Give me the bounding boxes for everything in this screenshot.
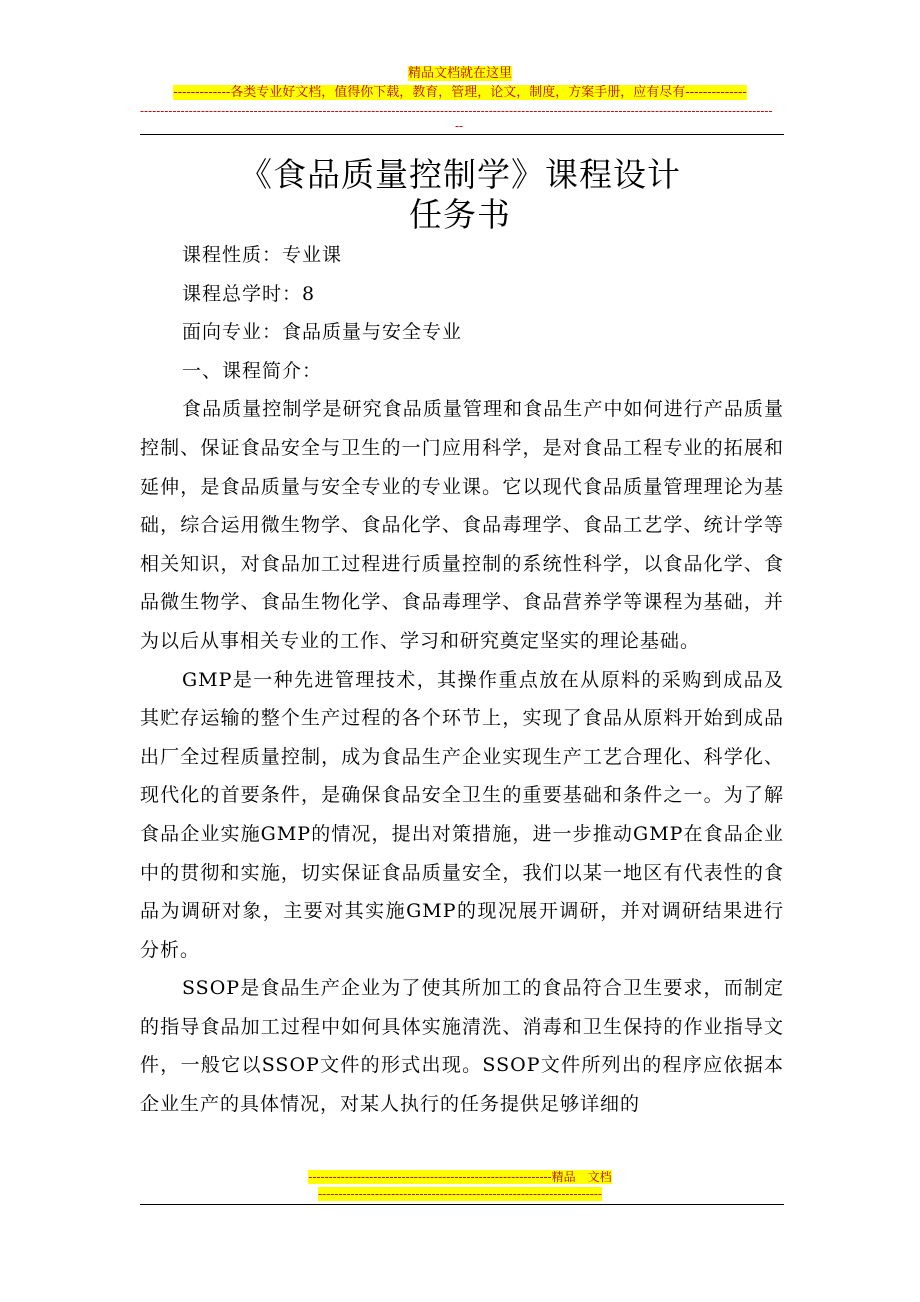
paragraph: GMP是一种先进管理技术，其操作重点放在从原料的采购到成品及其贮存运输的整个生产过程的各个环节上，实现了食品从原料开始到成品出厂全过程质量控制，成为食品生产企业实现生产工艺合理化、科学化、现代化的首要条件，是确保食品安全卫生的重要基础和条件之一。为了解食品企业实施GMP的情况，提出对策措施，进一步推动GMP在食品企业中的贯彻和实施，切实保证食品质量安全，我们以某一地区有代表性的食品为调研对象，主要对其实施GMP的现况展开调研，并对调研结果进行分析。	[140, 668, 784, 961]
header-dash-tail: --	[455, 119, 464, 133]
footer-row-2	[0, 1187, 920, 1202]
header-rule	[140, 134, 784, 135]
header-banner-row	[0, 85, 920, 101]
document-title: 《食品质量控制学》课程设计	[239, 155, 681, 194]
course-major: 面向专业：食品质量与安全专业	[182, 321, 463, 344]
course-hours: 课程总学时：8	[182, 282, 316, 305]
document-body	[140, 236, 784, 1124]
header-banner: -------------各类专业好文档，值得你下载，教育，管理，论文，制度，方案手册，应有尽有--------------	[173, 85, 747, 100]
header-dash-line: ------------------------------------------------------------------------------------------------------------------------------------------------------------	[140, 104, 773, 118]
footer-label: ------------------------------------------------------------精品 文档	[308, 1170, 612, 1184]
header-top-label: 精品文档就在这里	[407, 66, 512, 81]
footer-row-1	[0, 1170, 920, 1185]
section-heading: 一、课程简介：	[182, 359, 323, 382]
course-nature: 课程性质：专业课	[182, 244, 343, 266]
paragraph: 食品质量控制学是研究食品质量管理和食品生产中如何进行产品质量控制、保证食品安全与卫生的一门应用科学，是对食品工程专业的拓展和延伸，是食品质量与安全专业的专业课。它以现代食品质量管理理论为基础，综合运用微生物学、食品化学、食品毒理学、食品工艺学、统计学等相关知识，对食品加工过程进行质量控制的系统性科学，以食品化学、食品微生物学、食品生物化学、食品毒理学、食品营养学等课程为基础，并为以后从事相关专业的工作、学习和研究奠定坚实的理论基础。	[140, 398, 784, 652]
header-top-label-row	[0, 66, 920, 82]
footer-dashes: ----------------------------------------------------------------------	[318, 1187, 602, 1201]
paragraph: SSOP是食品生产企业为了使其所加工的食品符合卫生要求，而制定的指导食品加工过程中如何具体实施清洗、消毒和卫生保持的作业指导文件，一般它以SSOP文件的形式出现。SSOP文件所列出的程序应依据本企业生产的具体情况，对某人执行的任务提供足够详细的	[140, 977, 784, 1116]
footer-rule	[140, 1204, 784, 1205]
document-subtitle: 任务书	[409, 195, 511, 234]
